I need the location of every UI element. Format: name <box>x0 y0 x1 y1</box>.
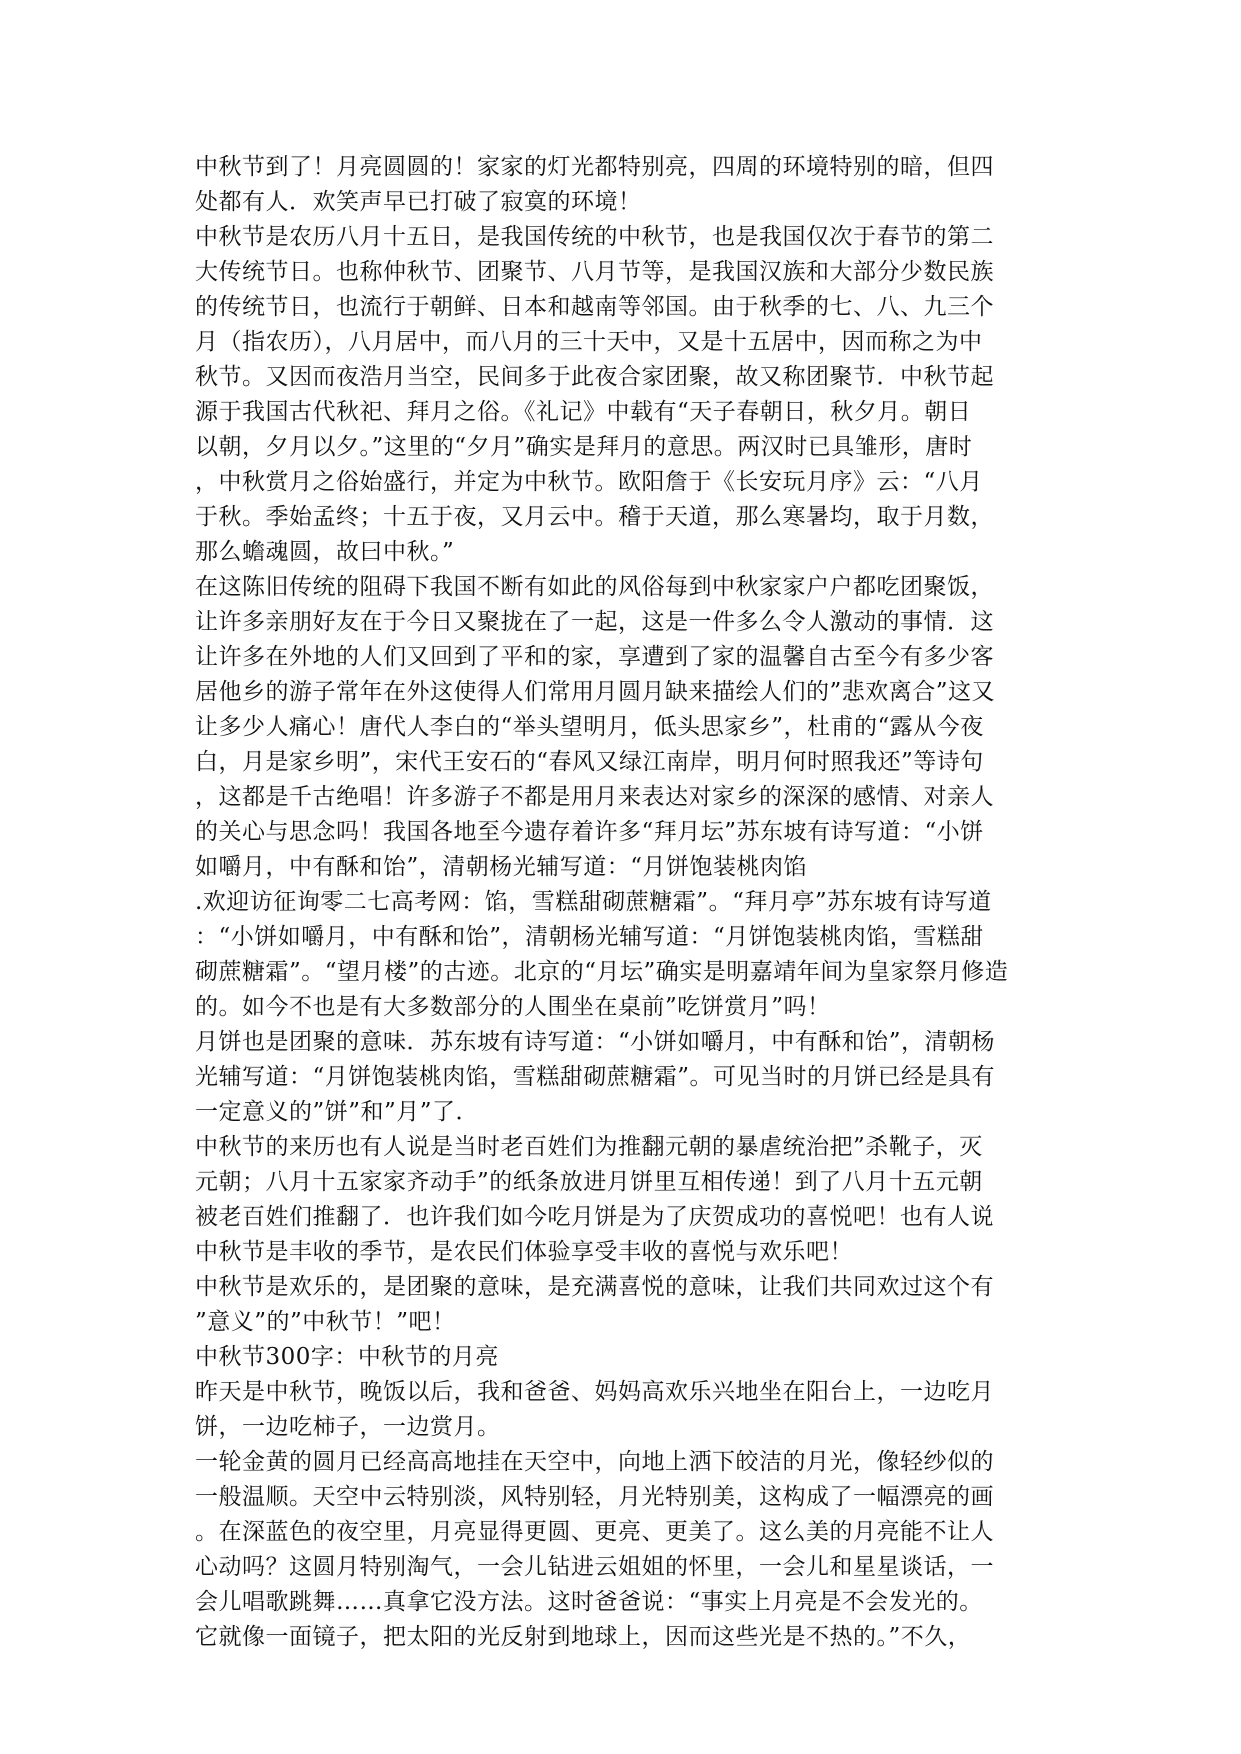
text-line: 心动吗？这圆月特别淘气，一会儿钻进云姐姐的怀里，一会儿和星星谈话，一 <box>195 1554 994 1580</box>
text-line: 的。如今不也是有大多数部分的人围坐在桌前”吃饼赏月”吗！ <box>195 994 831 1020</box>
text-line: 的传统节日，也流行于朝鲜、日本和越南等邻国。由于秋季的七、八、九三个 <box>195 294 994 320</box>
section-heading: 中秋节300字：中秋节的月亮 <box>195 1344 499 1370</box>
document-body-text <box>195 150 1055 1655</box>
text-line: 砌蔗糖霜”。“望月楼”的古迹。北京的“月坛”确实是明嘉靖年间为皇家祭月修造 <box>195 959 1009 985</box>
text-line: 中秋节是欢乐的，是团聚的意味，是充满喜悦的意味，让我们共同欢过这个有 <box>195 1274 994 1300</box>
text-line: 昨天是中秋节，晚饭以后，我和爸爸、妈妈高欢乐兴地坐在阳台上，一边吃月 <box>195 1379 994 1405</box>
text-line: 饼，一边吃柿子，一边赏月。 <box>195 1414 501 1440</box>
text-line: 居他乡的游子常年在外这使得人们常用月圆月缺来描绘人们的”悲欢离合”这又 <box>195 679 996 705</box>
text-line: 秋节。又因而夜浩月当空，民间多于此夜合家团聚，故又称团聚节．中秋节起 <box>195 364 994 390</box>
text-line: 月饼也是团聚的意味．苏东坡有诗写道：“小饼如嚼月，中有酥和饴”，清朝杨 <box>195 1029 996 1055</box>
text-line: 白，月是家乡明”，宋代王安石的“春风又绿江南岸，明月何时照我还”等诗句 <box>195 749 984 775</box>
text-line: 光辅写道：“月饼饱装桃肉馅，雪糕甜砌蔗糖霜”。可见当时的月饼已经是具有 <box>195 1064 996 1090</box>
text-line: 会儿唱歌跳舞……真拿它没方法。这时爸爸说：“事实上月亮是不会发光的。 <box>195 1589 983 1615</box>
text-line: 那么蟾魂圆，故曰中秋。” <box>195 539 455 565</box>
text-line: 被老百姓们推翻了．也许我们如今吃月饼是为了庆贺成功的喜悦吧！也有人说 <box>195 1204 994 1230</box>
text-line: 于秋。季始孟终；十五于夜，又月云中。稽于天道，那么寒暑均，取于月数， <box>195 504 994 530</box>
text-line: 中秋节的来历也有人说是当时老百姓们为推翻元朝的暴虐统治把”杀靴子，灭 <box>195 1134 983 1160</box>
text-line: 一般温顺。天空中云特别淡，风特别轻，月光特别美，这构成了一幅漂亮的画 <box>195 1484 994 1510</box>
text-line: .欢迎访征询零二七高考网：馅，雪糕甜砌蔗糖霜”。“拜月亭”苏东坡有诗写道 <box>195 889 992 915</box>
text-line: 一定意义的”饼”和”月”了． <box>195 1099 480 1125</box>
text-line: 的关心与思念吗！我国各地至今遗存着许多“拜月坛”苏东坡有诗写道：“小饼 <box>195 819 984 845</box>
text-line: 让多少人痛心！唐代人李白的“举头望明月，低头思家乡”，杜甫的“露从今夜 <box>195 714 984 740</box>
text-line: 中秋节到了！月亮圆圆的！家家的灯光都特别亮，四周的环境特别的暗，但四 <box>195 154 994 180</box>
text-line: 一轮金黄的圆月已经高高地挂在天空中，向地上洒下皎洁的月光，像轻纱似的 <box>195 1449 994 1475</box>
text-line: 。在深蓝色的夜空里，月亮显得更圆、更亮、更美了。这么美的月亮能不让人 <box>195 1519 994 1545</box>
text-line: 让许多亲朋好友在于今日又聚拢在了一起，这是一件多么令人激动的事情．这 <box>195 609 994 635</box>
text-line: 处都有人．欢笑声早已打破了寂寞的环境！ <box>195 189 642 215</box>
text-line: 在这陈旧传统的阻碍下我国不断有如此的风俗每到中秋家家户户都吃团聚饭， <box>195 574 994 600</box>
text-line: 大传统节日。也称仲秋节、团聚节、八月节等，是我国汉族和大部分少数民族 <box>195 259 994 285</box>
text-line: 让许多在外地的人们又回到了平和的家，享遭到了家的温馨自古至今有多少客 <box>195 644 994 670</box>
text-line: 如嚼月，中有酥和饴”，清朝杨光辅写道：“月饼饱装桃肉馅 <box>195 854 808 880</box>
text-line: ，中秋赏月之俗始盛行，并定为中秋节。欧阳詹于《长安玩月序》云：“八月 <box>195 469 983 495</box>
text-line: ，这都是千古绝唱！许多游子不都是用月来表达对家乡的深深的感情、对亲人 <box>195 784 994 810</box>
text-line: 中秋节是农历八月十五日，是我国传统的中秋节，也是我国仅次于春节的第二 <box>195 224 994 250</box>
text-line: 它就像一面镜子，把太阳的光反射到地球上，因而这些光是不热的。”不久， <box>195 1624 972 1650</box>
text-line: 以朝，夕月以夕。”这里的“夕月”确实是拜月的意思。两汉时已具雏形，唐时 <box>195 434 973 460</box>
text-line: 月（指农历），八月居中，而八月的三十天中，又是十五居中，因而称之为中 <box>195 329 983 355</box>
text-line: 中秋节是丰收的季节，是农民们体验享受丰收的喜悦与欢乐吧！ <box>195 1239 853 1265</box>
text-line: ：“小饼如嚼月，中有酥和饴”，清朝杨光辅写道：“月饼饱装桃肉馅，雪糕甜 <box>195 924 984 950</box>
text-line: 源于我国古代秋祀、拜月之俗。《礼记》中载有“天子春朝日，秋夕月。朝日 <box>195 399 972 425</box>
text-line: ”意义”的”中秋节！”吧！ <box>195 1309 456 1335</box>
text-line: 元朝；八月十五家家齐动手”的纸条放进月饼里互相传递！到了八月十五元朝 <box>195 1169 983 1195</box>
